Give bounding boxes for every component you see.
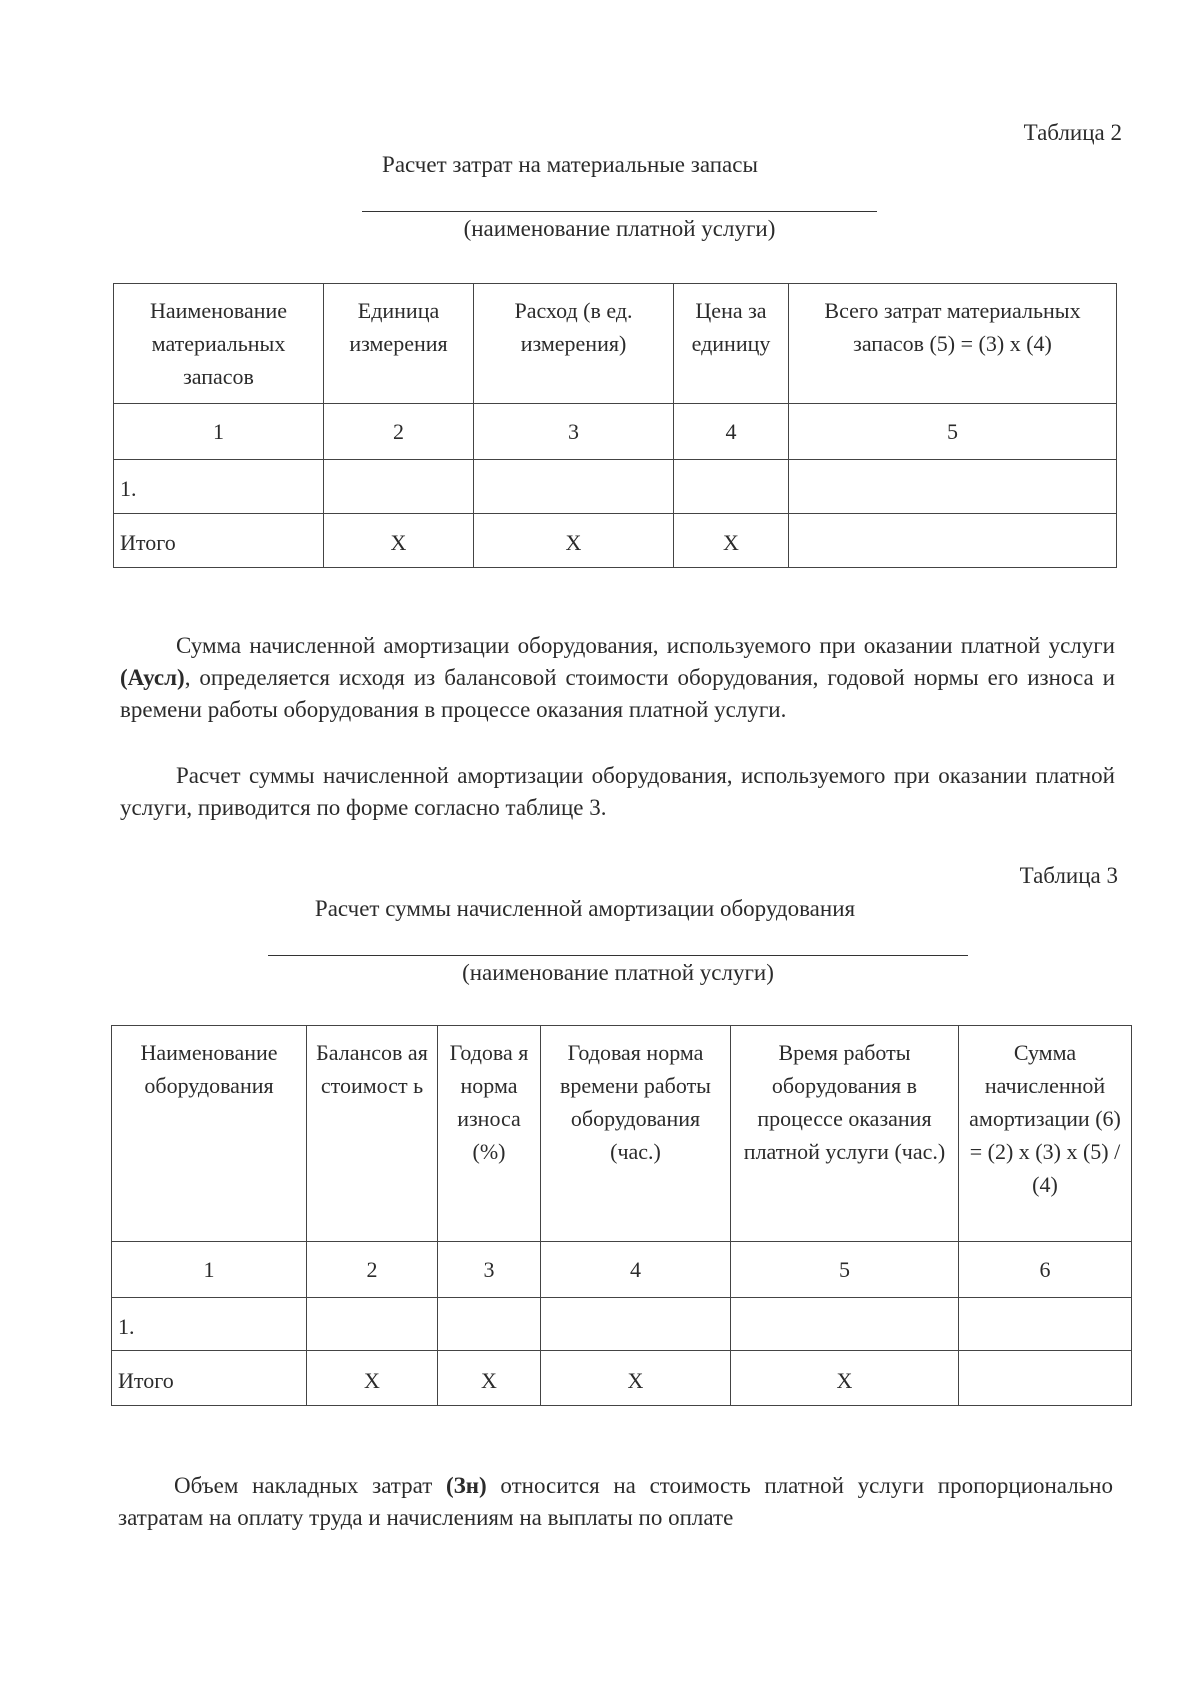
table3-row-cell xyxy=(438,1298,541,1351)
table3-total-cell: Х xyxy=(731,1351,959,1406)
table3-row-cell: 1. xyxy=(112,1298,307,1351)
paragraph-overhead xyxy=(118,1470,1113,1534)
table3-number-cell: 6 xyxy=(959,1242,1132,1298)
table3-header-cell: Сумма начисленной амортизации (6) = (2) х (3) х (5) / (4) xyxy=(959,1026,1132,1242)
table2-row-cell xyxy=(324,460,474,514)
table2-number-row xyxy=(114,404,1117,460)
table3-row-cell xyxy=(307,1298,438,1351)
table3-header-cell: Наименование оборудования xyxy=(112,1026,307,1242)
table3-name-line xyxy=(268,955,968,956)
table3-total-cell xyxy=(959,1351,1132,1406)
table3-header-cell: Годова я норма износа (%) xyxy=(438,1026,541,1242)
table3-header-cell: Балансов ая стоимост ь xyxy=(307,1026,438,1242)
table3-number-cell: 2 xyxy=(307,1242,438,1298)
table3-caption: (наименование платной услуги) xyxy=(462,960,774,985)
table3-row-cell xyxy=(541,1298,731,1351)
table2-header-row xyxy=(114,284,1117,404)
table2-header-cell: Наименование материальных запасов xyxy=(114,284,324,404)
table2-name-line xyxy=(362,211,877,212)
table3-total-cell: Х xyxy=(307,1351,438,1406)
paragraph-amortization xyxy=(120,630,1115,726)
table3-total-label: Итого xyxy=(112,1351,307,1406)
table3-label: Таблица 3 xyxy=(1019,863,1118,888)
paragraph-text: , определяется исходя из балансовой стоимости оборудования, годовой нормы его износа и времени работы оборудования в процессе оказания платной услуги. xyxy=(120,665,1115,722)
table3-header-cell: Время работы оборудования в процессе оказания платной услуги (час.) xyxy=(731,1026,959,1242)
table3-header-cell: Годовая норма времени работы оборудования (час.) xyxy=(541,1026,731,1242)
table3-header-row xyxy=(112,1026,1132,1242)
table2-header-cell: Расход (в ед. измерения) xyxy=(474,284,674,404)
table2-header-cell: Всего затрат материальных запасов (5) = (3) х (4) xyxy=(789,284,1117,404)
table2-number-cell: 5 xyxy=(789,404,1117,460)
table2-row xyxy=(114,460,1117,514)
table3-number-cell: 4 xyxy=(541,1242,731,1298)
table2 xyxy=(113,283,1117,568)
table2-total-cell: Х xyxy=(674,514,789,568)
paragraph-bold-term: (Аусл) xyxy=(120,665,185,690)
table3-total-cell: Х xyxy=(438,1351,541,1406)
table2-header-cell: Единица измерения xyxy=(324,284,474,404)
table2-total-cell xyxy=(789,514,1117,568)
table2-row-cell xyxy=(789,460,1117,514)
table3-row-cell xyxy=(731,1298,959,1351)
table2-total-cell: Х xyxy=(474,514,674,568)
table2-row-cell xyxy=(674,460,789,514)
table2-number-cell: 2 xyxy=(324,404,474,460)
table3-number-cell: 5 xyxy=(731,1242,959,1298)
table2-total-cell: Х xyxy=(324,514,474,568)
table3-total-cell: Х xyxy=(541,1351,731,1406)
paragraph-text: Объем накладных затрат xyxy=(174,1473,446,1498)
table3-row-cell xyxy=(959,1298,1132,1351)
table2-total-label: Итого xyxy=(114,514,324,568)
table3-number-cell: 3 xyxy=(438,1242,541,1298)
paragraph-bold-term: (Зн) xyxy=(446,1473,487,1498)
table3-number-cell: 1 xyxy=(112,1242,307,1298)
table2-row-cell xyxy=(474,460,674,514)
table2-caption: (наименование платной услуги) xyxy=(463,216,776,241)
paragraph-text: относится на стоимость платной услуги пропорционально затратам на оплату труда и начислениям на выплаты по оплате xyxy=(118,1473,1113,1530)
paragraph-text: Сумма начисленной амортизации оборудования, используемого при оказании платной услуги xyxy=(176,633,1115,658)
table2-number-cell: 3 xyxy=(474,404,674,460)
table3-number-row xyxy=(112,1242,1132,1298)
table2-number-cell: 4 xyxy=(674,404,789,460)
table2-label: Таблица 2 xyxy=(1023,120,1122,145)
table3-total-row xyxy=(112,1351,1132,1406)
paragraph-table3-reference: Расчет суммы начисленной амортизации оборудования, используемого при оказании платной услуги, приводится по форме согласно таблице 3. xyxy=(120,763,1115,820)
table2-total-row xyxy=(114,514,1117,568)
table2-title: Расчет затрат на материальные запасы xyxy=(382,152,758,177)
table2-number-cell: 1 xyxy=(114,404,324,460)
table3-title: Расчет суммы начисленной амортизации оборудования xyxy=(314,896,856,921)
table2-row-cell: 1. xyxy=(114,460,324,514)
table3 xyxy=(111,1025,1132,1406)
table2-header-cell: Цена за единицу xyxy=(674,284,789,404)
table3-row xyxy=(112,1298,1132,1351)
